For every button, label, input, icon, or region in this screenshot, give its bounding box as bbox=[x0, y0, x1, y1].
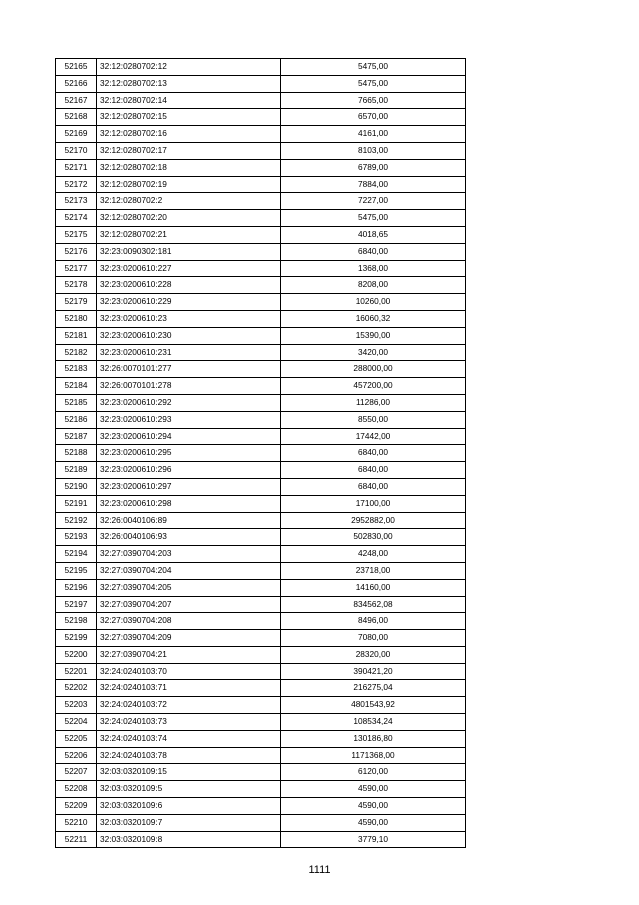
table-row bbox=[56, 445, 466, 462]
row-number-cell: 52179 bbox=[56, 294, 97, 311]
table-row bbox=[56, 562, 466, 579]
value-cell: 6120,00 bbox=[281, 764, 466, 781]
cadastral-number-cell: 32:03:0320109:7 bbox=[97, 814, 281, 831]
value-cell: 17442,00 bbox=[281, 428, 466, 445]
cadastral-number-cell: 32:23:0200610:296 bbox=[97, 462, 281, 479]
row-number-cell: 52176 bbox=[56, 243, 97, 260]
cadastral-number-cell: 32:12:0280702:18 bbox=[97, 159, 281, 176]
value-cell: 1171368,00 bbox=[281, 747, 466, 764]
row-number-cell: 52185 bbox=[56, 394, 97, 411]
row-number-cell: 52170 bbox=[56, 142, 97, 159]
row-number-cell: 52177 bbox=[56, 260, 97, 277]
cadastral-number-cell: 32:23:0200610:227 bbox=[97, 260, 281, 277]
cadastral-number-cell: 32:27:0390704:209 bbox=[97, 630, 281, 647]
table-row bbox=[56, 714, 466, 731]
value-cell: 2952882,00 bbox=[281, 512, 466, 529]
value-cell: 10260,00 bbox=[281, 294, 466, 311]
row-number-cell: 52178 bbox=[56, 277, 97, 294]
value-cell: 8496,00 bbox=[281, 613, 466, 630]
table-row bbox=[56, 243, 466, 260]
row-number-cell: 52190 bbox=[56, 478, 97, 495]
cadastral-number-cell: 32:12:0280702:14 bbox=[97, 92, 281, 109]
table-row bbox=[56, 495, 466, 512]
table-row bbox=[56, 529, 466, 546]
cadastral-number-cell: 32:03:0320109:8 bbox=[97, 831, 281, 848]
value-cell: 288000,00 bbox=[281, 361, 466, 378]
value-cell: 502830,00 bbox=[281, 529, 466, 546]
row-number-cell: 52198 bbox=[56, 613, 97, 630]
table-row bbox=[56, 747, 466, 764]
value-cell: 14160,00 bbox=[281, 579, 466, 596]
row-number-cell: 52210 bbox=[56, 814, 97, 831]
table-row bbox=[56, 798, 466, 815]
row-number-cell: 52189 bbox=[56, 462, 97, 479]
table-row bbox=[56, 462, 466, 479]
cadastral-number-cell: 32:23:0200610:231 bbox=[97, 344, 281, 361]
cadastral-number-cell: 32:27:0390704:21 bbox=[97, 646, 281, 663]
cadastral-number-cell: 32:12:0280702:12 bbox=[97, 59, 281, 76]
row-number-cell: 52205 bbox=[56, 730, 97, 747]
cadastral-number-cell: 32:24:0240103:78 bbox=[97, 747, 281, 764]
value-cell: 5475,00 bbox=[281, 75, 466, 92]
row-number-cell: 52173 bbox=[56, 193, 97, 210]
row-number-cell: 52168 bbox=[56, 109, 97, 126]
value-cell: 4590,00 bbox=[281, 798, 466, 815]
table-row bbox=[56, 310, 466, 327]
cadastral-number-cell: 32:23:0090302:181 bbox=[97, 243, 281, 260]
cadastral-number-cell: 32:12:0280702:17 bbox=[97, 142, 281, 159]
table-row bbox=[56, 327, 466, 344]
cadastral-number-cell: 32:27:0390704:204 bbox=[97, 562, 281, 579]
table-row bbox=[56, 361, 466, 378]
cadastral-number-cell: 32:12:0280702:13 bbox=[97, 75, 281, 92]
cadastral-number-cell: 32:12:0280702:15 bbox=[97, 109, 281, 126]
table-row bbox=[56, 294, 466, 311]
table-row bbox=[56, 680, 466, 697]
table-row bbox=[56, 226, 466, 243]
page-number: 1111 bbox=[308, 864, 331, 876]
row-number-cell: 52186 bbox=[56, 411, 97, 428]
value-cell: 6840,00 bbox=[281, 462, 466, 479]
value-cell: 8550,00 bbox=[281, 411, 466, 428]
value-cell: 8103,00 bbox=[281, 142, 466, 159]
row-number-cell: 52191 bbox=[56, 495, 97, 512]
table-row bbox=[56, 613, 466, 630]
table-row bbox=[56, 781, 466, 798]
cadastral-number-cell: 32:27:0390704:208 bbox=[97, 613, 281, 630]
cadastral-number-cell: 32:27:0390704:205 bbox=[97, 579, 281, 596]
cadastral-number-cell: 32:23:0200610:298 bbox=[97, 495, 281, 512]
table-row bbox=[56, 92, 466, 109]
row-number-cell: 52196 bbox=[56, 579, 97, 596]
table-row bbox=[56, 579, 466, 596]
value-cell: 390421,20 bbox=[281, 663, 466, 680]
table-row bbox=[56, 428, 466, 445]
value-cell: 7884,00 bbox=[281, 176, 466, 193]
cadastral-number-cell: 32:23:0200610:23 bbox=[97, 310, 281, 327]
table-row bbox=[56, 697, 466, 714]
value-cell: 7080,00 bbox=[281, 630, 466, 647]
cadastre-table bbox=[55, 58, 466, 848]
value-cell: 834562,08 bbox=[281, 596, 466, 613]
table-row bbox=[56, 764, 466, 781]
value-cell: 1368,00 bbox=[281, 260, 466, 277]
cadastral-number-cell: 32:24:0240103:71 bbox=[97, 680, 281, 697]
row-number-cell: 52200 bbox=[56, 646, 97, 663]
table-row bbox=[56, 814, 466, 831]
cadastral-number-cell: 32:12:0280702:16 bbox=[97, 126, 281, 143]
row-number-cell: 52209 bbox=[56, 798, 97, 815]
value-cell: 17100,00 bbox=[281, 495, 466, 512]
row-number-cell: 52171 bbox=[56, 159, 97, 176]
cadastral-number-cell: 32:27:0390704:203 bbox=[97, 546, 281, 563]
table-row bbox=[56, 277, 466, 294]
row-number-cell: 52193 bbox=[56, 529, 97, 546]
row-number-cell: 52202 bbox=[56, 680, 97, 697]
row-number-cell: 52180 bbox=[56, 310, 97, 327]
row-number-cell: 52211 bbox=[56, 831, 97, 848]
table-row bbox=[56, 260, 466, 277]
table-row bbox=[56, 378, 466, 395]
row-number-cell: 52188 bbox=[56, 445, 97, 462]
row-number-cell: 52204 bbox=[56, 714, 97, 731]
table-row bbox=[56, 730, 466, 747]
row-number-cell: 52206 bbox=[56, 747, 97, 764]
cadastral-number-cell: 32:23:0200610:297 bbox=[97, 478, 281, 495]
value-cell: 216275,04 bbox=[281, 680, 466, 697]
row-number-cell: 52169 bbox=[56, 126, 97, 143]
value-cell: 130186,80 bbox=[281, 730, 466, 747]
value-cell: 4590,00 bbox=[281, 781, 466, 798]
cadastral-number-cell: 32:27:0390704:207 bbox=[97, 596, 281, 613]
table-row bbox=[56, 394, 466, 411]
table-row bbox=[56, 126, 466, 143]
value-cell: 6789,00 bbox=[281, 159, 466, 176]
cadastral-number-cell: 32:23:0200610:292 bbox=[97, 394, 281, 411]
value-cell: 4248,00 bbox=[281, 546, 466, 563]
table-row bbox=[56, 142, 466, 159]
table-row bbox=[56, 546, 466, 563]
cadastral-number-cell: 32:03:0320109:15 bbox=[97, 764, 281, 781]
value-cell: 5475,00 bbox=[281, 210, 466, 227]
row-number-cell: 52184 bbox=[56, 378, 97, 395]
cadastral-number-cell: 32:12:0280702:19 bbox=[97, 176, 281, 193]
row-number-cell: 52183 bbox=[56, 361, 97, 378]
row-number-cell: 52175 bbox=[56, 226, 97, 243]
row-number-cell: 52208 bbox=[56, 781, 97, 798]
cadastral-number-cell: 32:24:0240103:74 bbox=[97, 730, 281, 747]
value-cell: 7665,00 bbox=[281, 92, 466, 109]
value-cell: 8208,00 bbox=[281, 277, 466, 294]
table-row bbox=[56, 646, 466, 663]
row-number-cell: 52182 bbox=[56, 344, 97, 361]
row-number-cell: 52207 bbox=[56, 764, 97, 781]
row-number-cell: 52174 bbox=[56, 210, 97, 227]
cadastral-number-cell: 32:24:0240103:70 bbox=[97, 663, 281, 680]
row-number-cell: 52172 bbox=[56, 176, 97, 193]
row-number-cell: 52195 bbox=[56, 562, 97, 579]
table-row bbox=[56, 512, 466, 529]
value-cell: 6840,00 bbox=[281, 445, 466, 462]
cadastral-number-cell: 32:23:0200610:294 bbox=[97, 428, 281, 445]
value-cell: 457200,00 bbox=[281, 378, 466, 395]
row-number-cell: 52194 bbox=[56, 546, 97, 563]
table-row bbox=[56, 75, 466, 92]
cadastral-number-cell: 32:26:0070101:278 bbox=[97, 378, 281, 395]
row-number-cell: 52197 bbox=[56, 596, 97, 613]
cadastral-number-cell: 32:23:0200610:295 bbox=[97, 445, 281, 462]
table-row bbox=[56, 663, 466, 680]
cadastral-number-cell: 32:23:0200610:293 bbox=[97, 411, 281, 428]
table-row bbox=[56, 59, 466, 76]
value-cell: 5475,00 bbox=[281, 59, 466, 76]
cadastral-number-cell: 32:12:0280702:20 bbox=[97, 210, 281, 227]
table-row bbox=[56, 630, 466, 647]
cadastral-number-cell: 32:03:0320109:6 bbox=[97, 798, 281, 815]
value-cell: 3779,10 bbox=[281, 831, 466, 848]
table-row bbox=[56, 159, 466, 176]
row-number-cell: 52201 bbox=[56, 663, 97, 680]
cadastral-number-cell: 32:26:0070101:277 bbox=[97, 361, 281, 378]
value-cell: 11286,00 bbox=[281, 394, 466, 411]
value-cell: 23718,00 bbox=[281, 562, 466, 579]
table-row bbox=[56, 193, 466, 210]
cadastral-number-cell: 32:23:0200610:230 bbox=[97, 327, 281, 344]
table-body bbox=[56, 59, 466, 848]
table-row bbox=[56, 210, 466, 227]
row-number-cell: 52165 bbox=[56, 59, 97, 76]
cadastral-number-cell: 32:03:0320109:5 bbox=[97, 781, 281, 798]
row-number-cell: 52187 bbox=[56, 428, 97, 445]
value-cell: 4801543,92 bbox=[281, 697, 466, 714]
value-cell: 6570,00 bbox=[281, 109, 466, 126]
table-row bbox=[56, 831, 466, 848]
cadastral-number-cell: 32:12:0280702:2 bbox=[97, 193, 281, 210]
table-row bbox=[56, 344, 466, 361]
cadastral-number-cell: 32:26:0040106:93 bbox=[97, 529, 281, 546]
value-cell: 4018,65 bbox=[281, 226, 466, 243]
table-row bbox=[56, 596, 466, 613]
value-cell: 3420,00 bbox=[281, 344, 466, 361]
row-number-cell: 52203 bbox=[56, 697, 97, 714]
row-number-cell: 52166 bbox=[56, 75, 97, 92]
table-row bbox=[56, 176, 466, 193]
value-cell: 15390,00 bbox=[281, 327, 466, 344]
cadastral-number-cell: 32:23:0200610:228 bbox=[97, 277, 281, 294]
row-number-cell: 52192 bbox=[56, 512, 97, 529]
row-number-cell: 52167 bbox=[56, 92, 97, 109]
value-cell: 6840,00 bbox=[281, 243, 466, 260]
value-cell: 16060,32 bbox=[281, 310, 466, 327]
value-cell: 4590,00 bbox=[281, 814, 466, 831]
cadastral-number-cell: 32:24:0240103:73 bbox=[97, 714, 281, 731]
cadastral-number-cell: 32:12:0280702:21 bbox=[97, 226, 281, 243]
table-row bbox=[56, 478, 466, 495]
row-number-cell: 52181 bbox=[56, 327, 97, 344]
value-cell: 6840,00 bbox=[281, 478, 466, 495]
cadastral-number-cell: 32:24:0240103:72 bbox=[97, 697, 281, 714]
value-cell: 7227,00 bbox=[281, 193, 466, 210]
table-row bbox=[56, 109, 466, 126]
row-number-cell: 52199 bbox=[56, 630, 97, 647]
cadastral-number-cell: 32:23:0200610:229 bbox=[97, 294, 281, 311]
cadastral-number-cell: 32:26:0040106:89 bbox=[97, 512, 281, 529]
table-row bbox=[56, 411, 466, 428]
value-cell: 4161,00 bbox=[281, 126, 466, 143]
value-cell: 108534,24 bbox=[281, 714, 466, 731]
value-cell: 28320,00 bbox=[281, 646, 466, 663]
